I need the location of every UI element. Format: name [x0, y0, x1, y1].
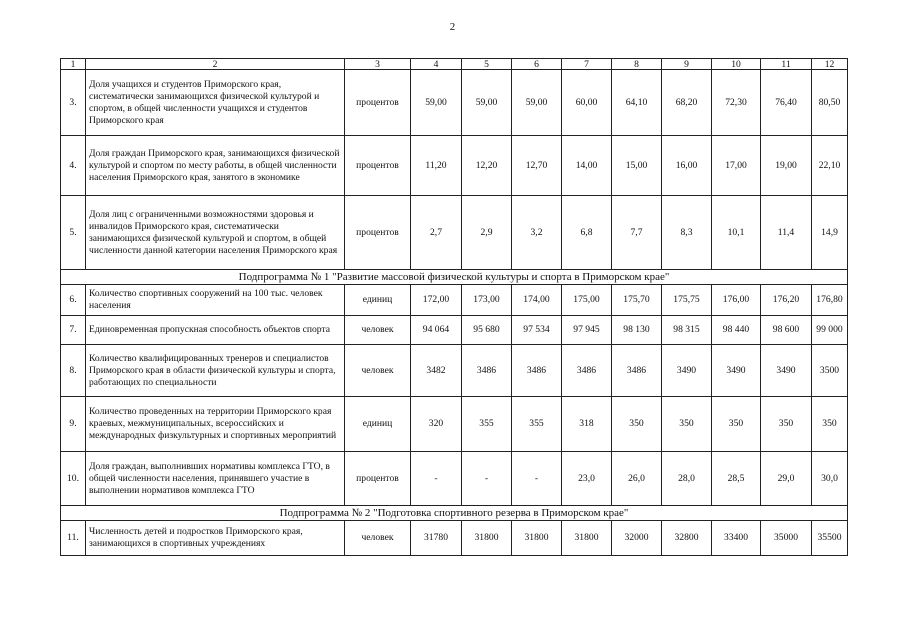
value-cell: 3490 [712, 345, 761, 397]
header-cell: 5 [462, 59, 512, 70]
value-cell: 64,10 [612, 70, 662, 136]
header-cell: 8 [612, 59, 662, 70]
header-cell: 12 [812, 59, 848, 70]
row-number: 9. [61, 397, 86, 452]
value-cell: 350 [812, 397, 848, 452]
value-cell: 176,80 [812, 285, 848, 316]
row-number: 3. [61, 70, 86, 136]
value-cell: 14,9 [812, 196, 848, 270]
table-row [61, 521, 848, 556]
table-body [61, 59, 848, 556]
value-cell: 8,3 [662, 196, 712, 270]
value-cell: 59,00 [462, 70, 512, 136]
value-cell: 318 [562, 397, 612, 452]
value-cell: 35000 [761, 521, 812, 556]
table-row [61, 452, 848, 506]
table-row [61, 345, 848, 397]
unit-cell: человек [345, 521, 411, 556]
value-cell: 31800 [562, 521, 612, 556]
header-cell: 1 [61, 59, 86, 70]
value-cell: 175,00 [562, 285, 612, 316]
row-number: 6. [61, 285, 86, 316]
value-cell: 97 945 [562, 316, 612, 345]
value-cell: 3482 [411, 345, 462, 397]
value-cell: 174,00 [512, 285, 562, 316]
page-number: 2 [449, 21, 456, 33]
subprogram-title: Подпрограмма № 1 "Развитие массовой физической культуры и спорта в Приморском крае" [61, 270, 848, 285]
indicator-description: Доля учащихся и студентов Приморского края, систематически занимающихся физической культурой и спортом, в общей численности учащихся и студентов Приморского края [86, 70, 345, 136]
table-row [61, 316, 848, 345]
value-cell: 6,8 [562, 196, 612, 270]
value-cell: - [462, 452, 512, 506]
value-cell: 350 [712, 397, 761, 452]
value-cell: 12,20 [462, 136, 512, 196]
value-cell: 3,2 [512, 196, 562, 270]
value-cell: 32800 [662, 521, 712, 556]
value-cell: 10,1 [712, 196, 761, 270]
row-number: 10. [61, 452, 86, 506]
indicator-description: Численность детей и подростков Приморского края, занимающихся в спортивных учреждениях [86, 521, 345, 556]
value-cell: 98 315 [662, 316, 712, 345]
value-cell: 355 [462, 397, 512, 452]
value-cell: 28,5 [712, 452, 761, 506]
unit-cell: единиц [345, 397, 411, 452]
value-cell: 355 [512, 397, 562, 452]
subprogram-title: Подпрограмма № 2 "Подготовка спортивного резерва в Приморском крае" [61, 506, 848, 521]
indicator-description: Количество проведенных на территории Приморского края краевых, межмуниципальных, всероссийских и международных физкультурных и спортивных мероприятий [86, 397, 345, 452]
table-row [61, 196, 848, 270]
value-cell: 17,00 [712, 136, 761, 196]
row-number: 4. [61, 136, 86, 196]
header-cell: 3 [345, 59, 411, 70]
header-cell: 2 [86, 59, 345, 70]
table-row [61, 136, 848, 196]
header-cell: 4 [411, 59, 462, 70]
value-cell: 22,10 [812, 136, 848, 196]
subprogram-row [61, 506, 848, 521]
value-cell: 11,4 [761, 196, 812, 270]
value-cell: 26,0 [612, 452, 662, 506]
value-cell: 98 600 [761, 316, 812, 345]
value-cell: 3486 [462, 345, 512, 397]
value-cell: 3486 [562, 345, 612, 397]
value-cell: 60,00 [562, 70, 612, 136]
value-cell: 72,30 [712, 70, 761, 136]
header-cell: 7 [562, 59, 612, 70]
indicator-description: Количество спортивных сооружений на 100 тыс. человек населения [86, 285, 345, 316]
row-number: 11. [61, 521, 86, 556]
unit-cell: единиц [345, 285, 411, 316]
unit-cell: человек [345, 345, 411, 397]
header-cell: 6 [512, 59, 562, 70]
value-cell: 94 064 [411, 316, 462, 345]
unit-cell: процентов [345, 136, 411, 196]
value-cell: - [512, 452, 562, 506]
value-cell: 98 440 [712, 316, 761, 345]
value-cell: 31800 [512, 521, 562, 556]
value-cell: 95 680 [462, 316, 512, 345]
value-cell: 2,9 [462, 196, 512, 270]
value-cell: 2,7 [411, 196, 462, 270]
value-cell: 35500 [812, 521, 848, 556]
value-cell: 19,00 [761, 136, 812, 196]
value-cell: 176,20 [761, 285, 812, 316]
value-cell: 320 [411, 397, 462, 452]
table-row [61, 70, 848, 136]
value-cell: 31800 [462, 521, 512, 556]
header-cell: 9 [662, 59, 712, 70]
indicator-description: Количество квалифицированных тренеров и специалистов Приморского края в области физической культуры и спорта, работающих по специальности [86, 345, 345, 397]
value-cell: 3500 [812, 345, 848, 397]
unit-cell: процентов [345, 452, 411, 506]
value-cell: 59,00 [411, 70, 462, 136]
value-cell: 173,00 [462, 285, 512, 316]
value-cell: 31780 [411, 521, 462, 556]
row-number: 8. [61, 345, 86, 397]
unit-cell: человек [345, 316, 411, 345]
value-cell: 172,00 [411, 285, 462, 316]
value-cell: 14,00 [562, 136, 612, 196]
value-cell: 12,70 [512, 136, 562, 196]
indicator-description: Доля граждан Приморского края, занимающихся физической культурой и спортом по месту работы, в общей численности населения Приморского края, занятого в экономике [86, 136, 345, 196]
header-cell: 10 [712, 59, 761, 70]
value-cell: 76,40 [761, 70, 812, 136]
header-row [61, 59, 848, 70]
value-cell: 11,20 [411, 136, 462, 196]
value-cell: 59,00 [512, 70, 562, 136]
row-number: 7. [61, 316, 86, 345]
value-cell: 350 [662, 397, 712, 452]
indicator-description: Доля лиц с ограниченными возможностями здоровья и инвалидов Приморского края, систематически занимающихся физической культурой и спортом, в общей численности данной категории населения Приморского края [86, 196, 345, 270]
value-cell: 29,0 [761, 452, 812, 506]
value-cell: 98 130 [612, 316, 662, 345]
value-cell: 80,50 [812, 70, 848, 136]
indicator-description: Единовременная пропускная способность объектов спорта [86, 316, 345, 345]
value-cell: 33400 [712, 521, 761, 556]
value-cell: 16,00 [662, 136, 712, 196]
table-row [61, 397, 848, 452]
value-cell: 176,00 [712, 285, 761, 316]
unit-cell: процентов [345, 196, 411, 270]
value-cell: 97 534 [512, 316, 562, 345]
indicator-description: Доля граждан, выполнивших нормативы комплекса ГТО, в общей численности населения, принявшего участие в выполнении нормативов комплекса ГТО [86, 452, 345, 506]
value-cell: 68,20 [662, 70, 712, 136]
value-cell: 3490 [662, 345, 712, 397]
value-cell: 23,0 [562, 452, 612, 506]
value-cell: 350 [761, 397, 812, 452]
value-cell: 3490 [761, 345, 812, 397]
header-cell: 11 [761, 59, 812, 70]
value-cell: 30,0 [812, 452, 848, 506]
value-cell: 15,00 [612, 136, 662, 196]
value-cell: - [411, 452, 462, 506]
value-cell: 28,0 [662, 452, 712, 506]
value-cell: 99 000 [812, 316, 848, 345]
value-cell: 3486 [512, 345, 562, 397]
value-cell: 175,70 [612, 285, 662, 316]
table-row [61, 285, 848, 316]
value-cell: 3486 [612, 345, 662, 397]
subprogram-row [61, 270, 848, 285]
value-cell: 32000 [612, 521, 662, 556]
value-cell: 175,75 [662, 285, 712, 316]
value-cell: 7,7 [612, 196, 662, 270]
value-cell: 350 [612, 397, 662, 452]
unit-cell: процентов [345, 70, 411, 136]
indicators-table [60, 58, 848, 556]
row-number: 5. [61, 196, 86, 270]
